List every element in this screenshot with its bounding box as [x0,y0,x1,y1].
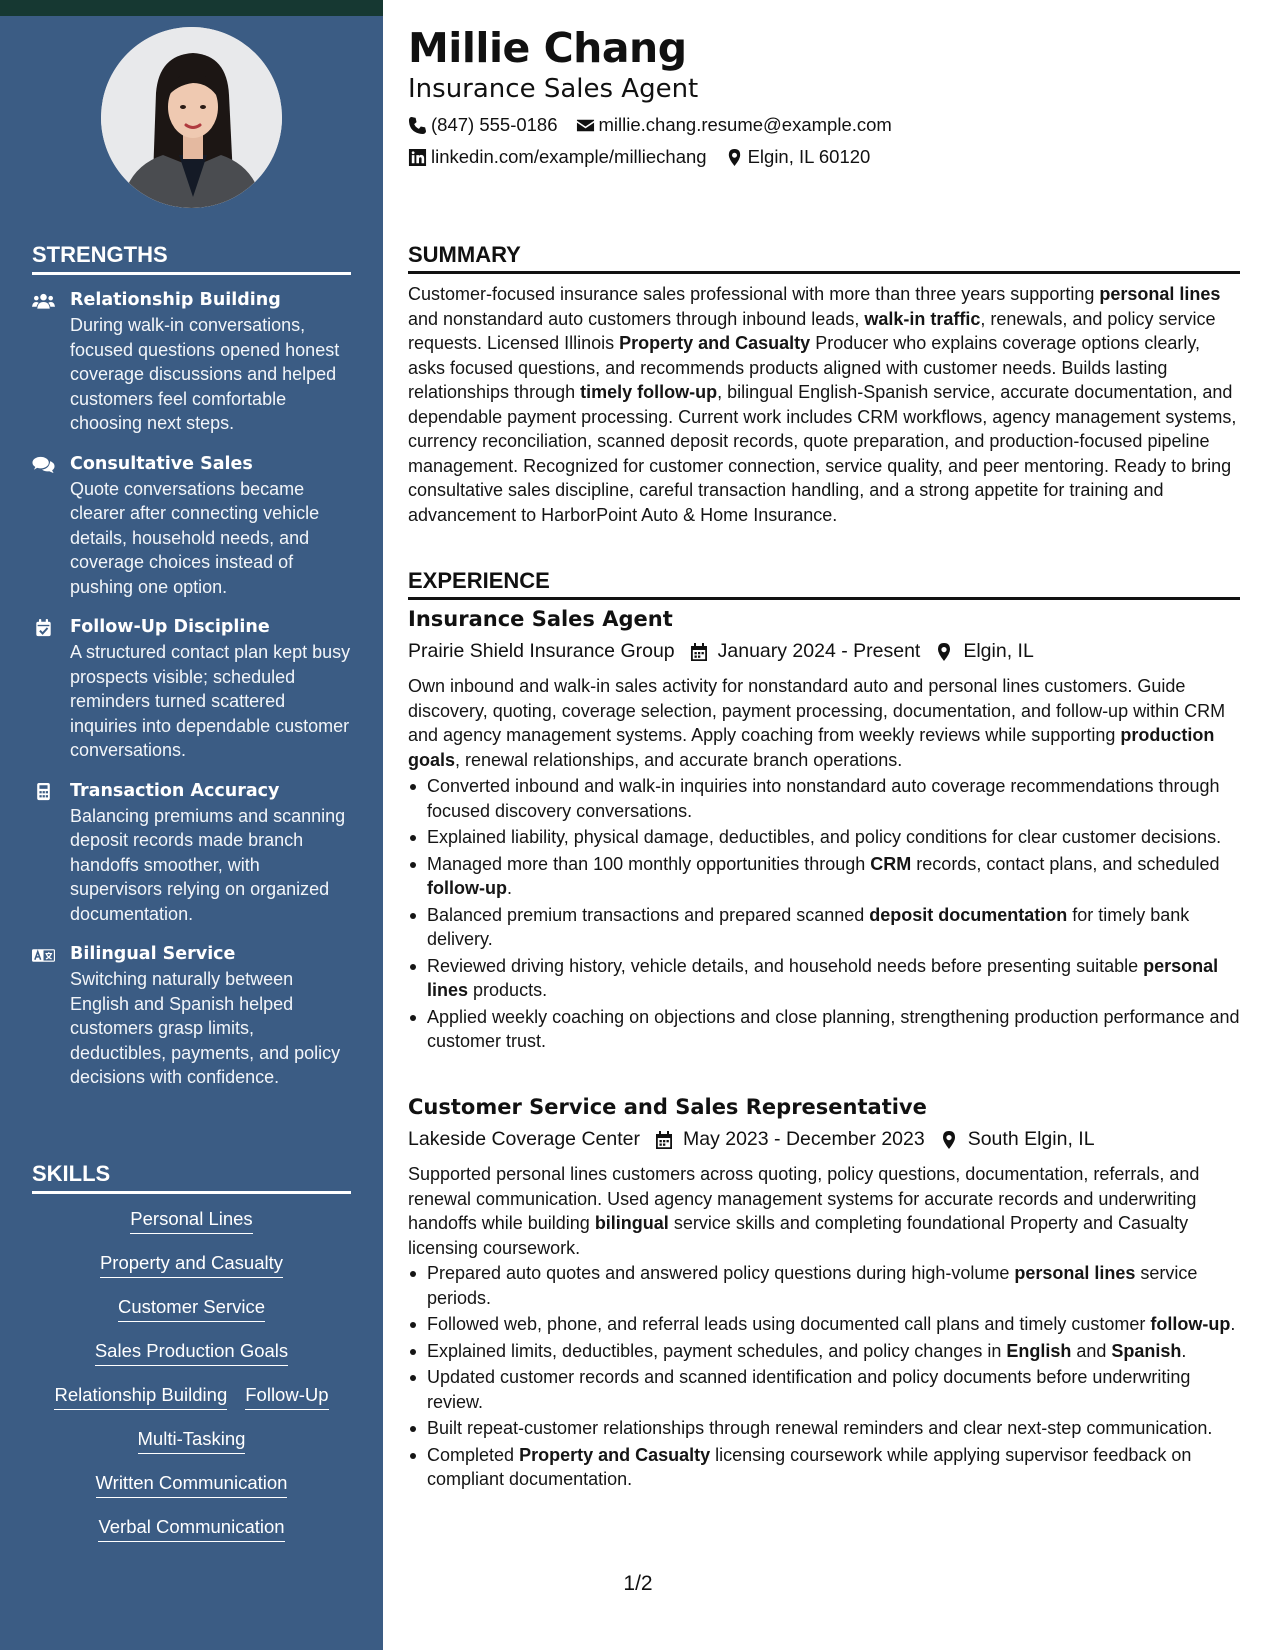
bullet-item: Prepared auto quotes and answered policy questions during high-volume personal lines service periods. [408,1261,1240,1310]
skill-tag: Sales Production Goals [95,1340,288,1366]
skill-tag: Relationship Building [54,1384,227,1410]
page-number: 1/2 [623,1572,653,1595]
phone-icon [408,116,427,135]
strength-item [32,615,352,763]
linkedin-link[interactable]: linkedin.com/example/milliechang [431,146,707,167]
job-location: Elgin, IL [963,640,1034,662]
contact-row [408,114,910,136]
strength-title: Bilingual Service [70,944,236,964]
phone-number[interactable]: (847) 555-0186 [431,114,558,135]
strength-title: Relationship Building [70,290,281,310]
profile-photo [101,27,282,208]
comments-icon [32,456,55,474]
summary-text: Customer-focused insurance sales professional with more than three years supporting personal lines and nonstandard auto customers through inbound leads, walk-in traffic, renewals, and policy service requests. Licensed Illinois Property and Casualty Producer who explains coverage options clearly, asks focused questions, and recommends products aligned with customer needs. Builds lasting relationships through timely follow-up, bilingual English-Spanish service, accurate documentation, and dependable payment processing. Current work includes CRM workflows, agency management systems, currency reconciliation, scanned deposit records, quote preparation, and production-focused pipeline management. Recognized for customer connection, service quality, and peer mentoring. Ready to bring consultative sales discipline, careful transaction handling, and a strong appetite for training and advancement to HarborPoint Auto & Home Insurance. [408,284,1237,525]
summary-heading: SUMMARY [408,242,1240,274]
candidate-title: Insurance Sales Agent [408,74,699,104]
bullet-item: Built repeat-customer relationships through renewal reminders and clear next-step communication. [408,1416,1240,1441]
linkedin-icon [408,148,427,167]
skill-tag: Personal Lines [130,1208,252,1234]
skill-tag: Property and Casualty [100,1252,283,1278]
email-link[interactable]: millie.chang.resume@example.com [598,114,892,135]
job-description: Own inbound and walk-in sales activity for nonstandard auto and personal lines customers. Guide discovery, quoting, coverage selection, payment processing, documentation, and follow-up within CRM and agency management systems. Apply coaching from weekly reviews while supporting production goals, renewal relationships, and accurate branch operations. [408,676,1226,770]
job-meta [408,1128,1109,1151]
skill-tag: Verbal Communication [98,1516,284,1542]
strength-description: During walk-in conversations, focused questions opened honest coverage discussions and helped customers feel comfortable choosing next steps. [70,315,340,433]
strength-item [32,288,352,436]
job-meta [408,640,1048,663]
sidebar [0,0,383,1650]
calendar-check-icon [32,619,55,637]
bullet-item: Managed more than 100 monthly opportunities through CRM records, contact plans, and scheduled follow-up. [408,852,1240,901]
map-pin-icon [934,642,954,662]
strength-description: A structured contact plan kept busy prospects visible; scheduled reminders turned scattered inquiries into dependable customer conversations. [70,642,351,760]
bullet-item: Followed web, phone, and referral leads using documented call plans and timely customer follow-up. [408,1312,1240,1337]
job-location: South Elgin, IL [967,1128,1095,1150]
candidate-name: Millie Chang [408,24,687,72]
job-description: Supported personal lines customers across quoting, policy questions, documentation, referrals, and renewal communication. Used agency management systems for accurate records and underwriting handoffs while building bilingual service skills and completing foundational Property and Casualty licensing coursework. [408,1164,1200,1258]
bullet-item: Reviewed driving history, vehicle details, and household needs before presenting suitable personal lines products. [408,954,1240,1003]
sidebar-top-band [0,0,383,16]
job-title: Insurance Sales Agent [408,607,673,631]
strength-item [32,942,352,1090]
strength-title: Consultative Sales [70,453,253,474]
bullet-item: Converted inbound and walk-in inquiries into nonstandard auto coverage recommendations through focused discovery conversations. [408,774,1240,823]
language-icon [32,946,55,964]
strength-description: Switching naturally between English and Spanish helped customers grasp limits, deductibles, payments, and policy decisions with confidence. [70,969,341,1087]
skills-list [32,1208,351,1560]
skill-tag: Written Communication [96,1472,288,1498]
bullet-item: Explained liability, physical damage, deductibles, and policy conditions for clear customer decisions. [408,825,1240,850]
strengths-list [32,288,352,1106]
experience-heading: EXPERIENCE [408,568,1240,600]
job-title: Customer Service and Sales Representative [408,1095,927,1119]
strength-title: Transaction Accuracy [70,780,280,801]
location-text: Elgin, IL 60120 [747,146,871,167]
skill-tag: Follow-Up [245,1384,328,1410]
bullet-item: Applied weekly coaching on objections and close planning, strengthening production performance and customer trust. [408,1005,1240,1054]
job-bullets [408,774,1240,1056]
strength-title: Follow-Up Discipline [70,617,270,637]
calendar-icon [689,642,709,662]
contact-row [408,146,888,168]
skill-tag: Multi-Tasking [138,1428,246,1454]
job-dates: May 2023 - December 2023 [682,1128,925,1150]
map-pin-icon [939,1130,959,1150]
calendar-icon [654,1130,674,1150]
job-bullets [408,1261,1240,1494]
map-pin-icon [725,148,744,167]
skills-heading: SKILLS [32,1161,351,1194]
main-top-band [383,0,1275,16]
strength-item [32,452,352,600]
envelope-icon [576,116,595,135]
job-dates: January 2024 - Present [717,640,921,662]
bullet-item: Explained limits, deductibles, payment schedules, and policy changes in English and Spanish. [408,1339,1240,1364]
job-company: Lakeside Coverage Center [408,1128,640,1150]
job-company: Prairie Shield Insurance Group [408,640,675,662]
bullet-item: Balanced premium transactions and prepared scanned deposit documentation for timely bank delivery. [408,903,1240,952]
bullet-item: Completed Property and Casualty licensing coursework while applying supervisor feedback on compliant documentation. [408,1443,1240,1492]
strengths-heading: STRENGTHS [32,242,351,275]
users-icon [32,292,55,310]
strength-description: Balancing premiums and scanning deposit records made branch handoffs smoother, with supervisors relying on organized documentation. [70,805,346,924]
strength-item [32,779,352,927]
calculator-icon [32,783,55,801]
skill-tag: Customer Service [118,1296,265,1322]
strength-description: Quote conversations became clearer after connecting vehicle details, household needs, and coverage choices instead of pushing one option. [70,478,320,597]
bullet-item: Updated customer records and scanned identification and policy documents before underwriting review. [408,1365,1240,1414]
